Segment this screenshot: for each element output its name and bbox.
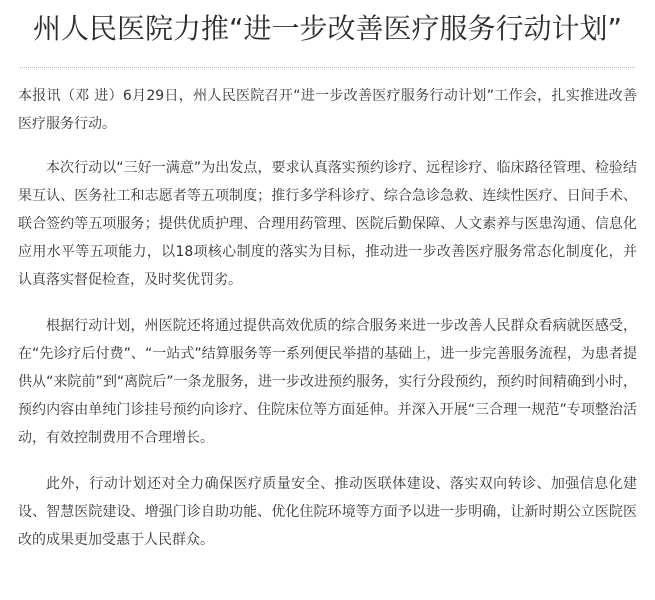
article-paragraph: 根据行动计划，州医院还将通过提供高效优质的综合服务来进一步改善人民群众看病就医感受，在“先诊疗后付费”、“一站式”结算服务等一系列便民举措的基础上，进一步完善服务流程，为患者提供从“来院前”到“离院后”一条龙服务，进一步改进预约服务，实行分段预约，预约时间精确到小时，预约内容由单纯门诊挂号预约向诊疗、住院床位等方面延伸。并深入开展“三合理一规范”专项整治活动，有效控制费用不合理增长。 — [18, 318, 637, 446]
article-body — [0, 68, 655, 554]
article-paragraph: 此外，行动计划还对全力确保医疗质量安全、推动医联体建设、落实双向转诊、加强信息化建设、智慧医院建设、增强门诊自助功能、优化住院环境等方面予以进一步明确，让新时期公立医院医改的成果更加受惠于人民群众。 — [18, 476, 637, 548]
article-paragraph: 本次行动以“三好一满意”为出发点，要求认真落实预约诊疗、远程诊疗、临床路径管理、检验结果互认、医务社工和志愿者等五项制度；推行多学科诊疗、综合急诊急救、连续性医疗、日间手术、联合签约等五项服务；提供优质护理、合理用药管理、医院后勤保障、人文素养与医患沟通、信息化应用水平等五项能力，以18项核心制度的落实为目标，推动进一步改善医疗服务常态化制度化，并认真落实督促检查，及时奖优罚劣。 — [18, 160, 637, 288]
article-title: 州人民医院力推“进一步改善医疗服务行动计划” — [32, 12, 622, 45]
article-paragraph-lead: 本报讯（邓 进）6月29日，州人民医院召开“进一步改善医疗服务行动计划”工作会，扎实推进改善医疗服务行动。 — [18, 88, 637, 132]
